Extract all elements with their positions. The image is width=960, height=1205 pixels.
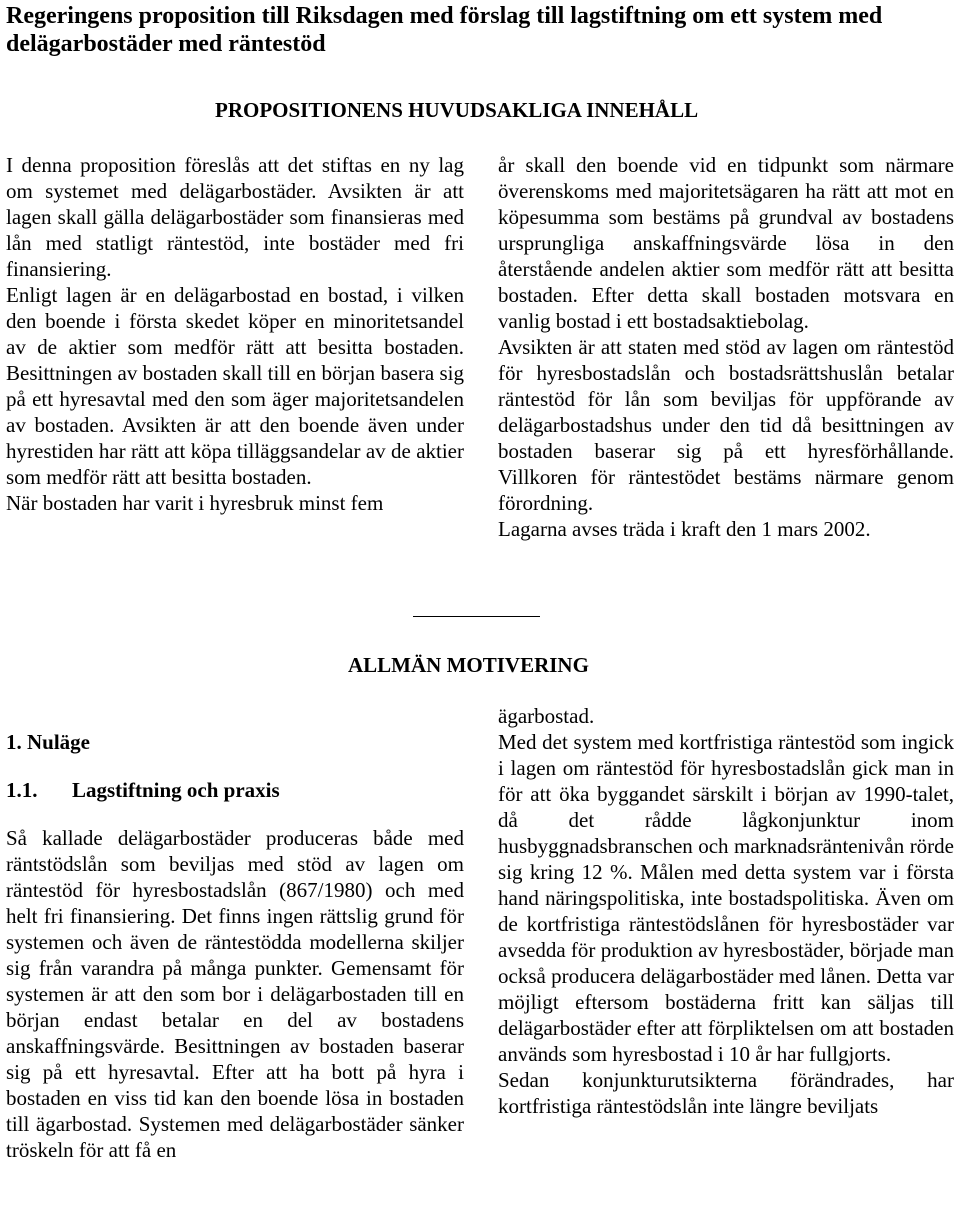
body-paragraph: Så kallade delägarbostäder produceras både med räntstödslån som beviljas med stöd av lagen om räntestöd för hyresbostadslån (867/1980) och med helt fri finansiering. Det finns ingen rättslig grund för systemen och även de räntestödda modellerna skiljer sig från varandra på många punkter. Gemensamt för systemen är att den som bor i delägarbostaden till en början endast betalar en del av bostadens anskaffningsvärde. Besittningen av bostaden baserar sig på ett hyresavtal. Efter att ha bott på hyra i bostaden en viss tid kan den boende lösa in bostaden till ägarbostad. Systemen med delägarbostäder sänker tröskeln för att få en <box>6 826 464 1162</box>
summary-right-column <box>498 152 954 542</box>
body-left-column <box>6 729 464 1163</box>
section-heading: ALLMÄN MOTIVERING <box>348 653 589 677</box>
main-heading: PROPOSITIONENS HUVUDSAKLIGA INNEHÅLL <box>215 98 699 122</box>
body-paragraph: ägarbostad. <box>498 704 595 728</box>
summary-paragraph: När bostaden har varit i hyresbruk minst fem <box>6 491 384 515</box>
summary-paragraph: Avsikten är att staten med stöd av lagen om räntestöd för hyresbostadslån och bostadsrättshuslån betalar räntestöd för lån som beviljas för uppförande av delägarbostadshus under den tid då besittningen av bostaden baserar sig på ett hyresförhållande. Villkoren för räntestödet bestäms närmare genom förordning. <box>498 335 954 515</box>
summary-paragraph: år skall den boende vid en tidpunkt som närmare överenskoms med majoritetsägaren ha rätt att mot en köpesumma som bestäms på grundval av bostadens ursprungliga anskaffningsvärde lösa in den återstående andelen aktier som medför rätt att besitta bostaden. Efter detta skall bostaden motsvara en vanlig bostad i ett bostadsaktiebolag. <box>498 153 954 333</box>
body-paragraph: Sedan konjunkturutsikterna förändrades, har kortfristiga räntestödslån inte längre beviljats <box>498 1068 954 1118</box>
body-right-column <box>498 703 954 1119</box>
subchapter-title: Lagstiftning och praxis <box>72 778 280 802</box>
summary-paragraph: I denna proposition föreslås att det stiftas en ny lag om systemet med delägarbostäder. Avsikten är att lagen skall gälla delägarbostäder som finansieras med lån med statligt räntestöd, inte bostäder med fri finansiering. <box>6 153 464 281</box>
summary-paragraph: Lagarna avses träda i kraft den 1 mars 2002. <box>498 517 871 541</box>
chapter-number: 1. <box>6 730 22 754</box>
summary-paragraph: Enligt lagen är en delägarbostad en bostad, i vilken den boende i första skedet köper en minoritetsandel av de aktier som medför rätt att besitta bostaden. Besittningen av bostaden skall till en början basera sig på ett hyresavtal med den som äger majoritetsandelen av bostaden. Avsikten är att den boende även under hyrestiden har rätt att köpa tilläggsandelar av de aktier som medför rätt att besitta bostaden. <box>6 283 464 489</box>
subchapter-heading <box>6 777 464 803</box>
summary-left-column <box>6 152 464 516</box>
subchapter-number: 1.1. <box>6 778 38 802</box>
chapter-heading <box>6 729 464 755</box>
section-divider <box>413 616 540 617</box>
document-title: Regeringens proposition till Riksdagen med förslag till lagstiftning om ett system med delägarbostäder med räntestöd <box>6 3 883 57</box>
body-paragraph: Med det system med kortfristiga räntestöd som ingick i lagen om räntestöd för hyresbostadslån gick man in för att öka byggandet särskilt i början av 1990-talet, då det rådde lågkonjunktur inom husbyggnadsbranschen och marknadsräntenivån rörde sig kring 12 %. Målen med detta system var i första hand näringspolitiska, inte bostadspolitiska. Även om de kortfristiga räntestödslånen för hyresbostäder var avsedda för produktion av hyresbostäder, började man också producera delägarbostäder med lånen. Detta var möjligt eftersom bostäderna fritt kan säljas till delägarbostäder efter att förpliktelsen om att bostaden används som hyresbostad i 10 år har fullgjorts. <box>498 730 954 1066</box>
chapter-title: Nuläge <box>27 730 90 754</box>
